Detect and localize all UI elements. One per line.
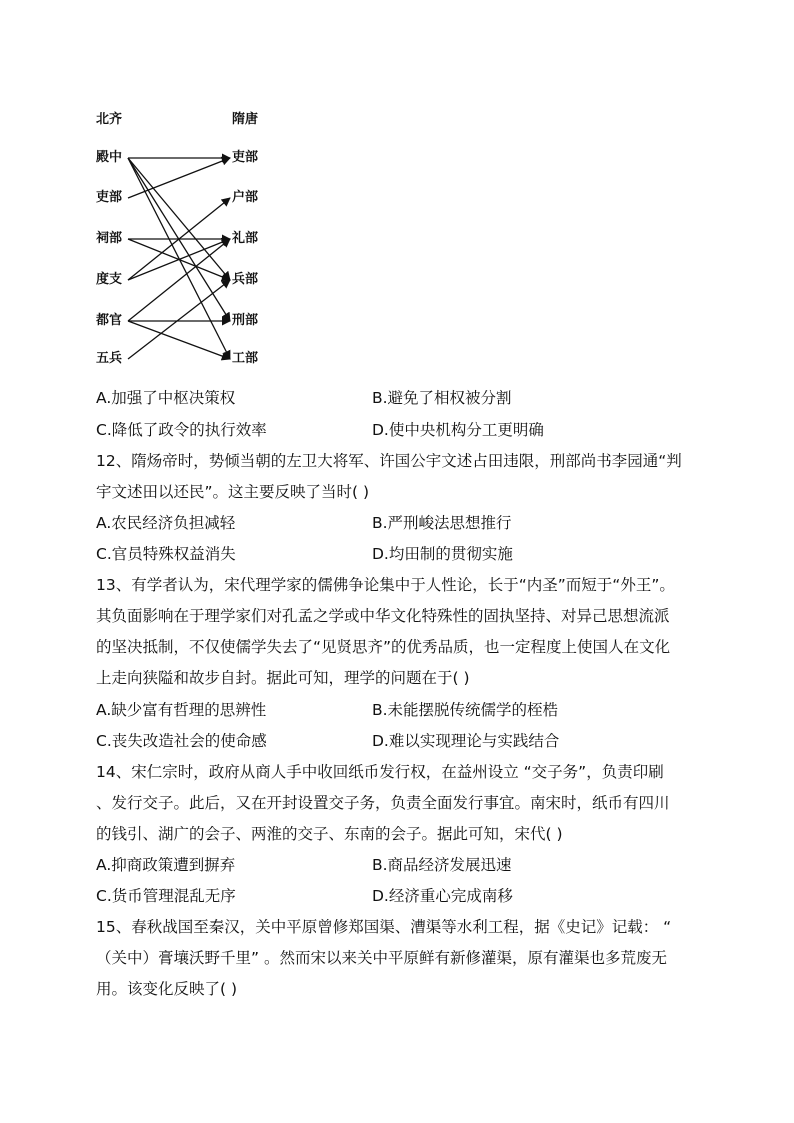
q14-option-a: A.抑商政策遭到摒弃 <box>96 856 236 874</box>
q14-option-d: D.经济重心完成南移 <box>372 887 513 905</box>
left-item: 殿中 <box>96 150 123 165</box>
q14-stem-line: 14、宋仁宗时，政府从商人手中收回纸币发行权，在益州设立 “交子务”，负责印刷 <box>96 763 664 781</box>
arrow-dianzhong-gongbu <box>128 158 230 359</box>
arrow-libu-libu <box>128 158 230 198</box>
q15-stem-line: 15、春秋战国至秦汉，关中平原曾修郑国渠、漕渠等水利工程，据《史记》记载： “ <box>96 918 672 936</box>
q12-option-c: C.官员特殊权益消失 <box>96 545 236 563</box>
left-header: 北齐 <box>96 112 123 127</box>
right-item: 兵部 <box>232 272 259 287</box>
left-item: 祠部 <box>96 231 123 246</box>
q13-option-a: A.缺少富有哲理的思辨性 <box>96 701 267 719</box>
q13-option-d: D.难以实现理论与实践结合 <box>372 732 560 750</box>
right-item: 刑部 <box>232 313 259 328</box>
q12-option-d: D.均田制的贯彻实施 <box>372 545 513 563</box>
q15-stem-line: （关中）膏壤沃野千里” 。然而宋以来关中平原鲜有新修灌渠，原有灌渠也多荒废无 <box>96 949 667 967</box>
left-item: 吏部 <box>96 190 123 205</box>
right-item: 户部 <box>232 190 259 205</box>
right-header: 隋唐 <box>232 112 259 127</box>
right-item: 吏部 <box>232 150 259 165</box>
q13-option-c: C.丧失改造社会的使命感 <box>96 732 267 750</box>
q12-option-b: B.严刑峻法思想推行 <box>372 514 512 532</box>
arrow-duguan-libu2 <box>128 239 230 321</box>
arrow-wubing-bingbu <box>128 280 230 359</box>
arrow-dianzhong-bingbu <box>128 158 230 280</box>
q14-option-c: C.货币管理混乱无序 <box>96 887 236 905</box>
q13-stem-line: 13、有学者认为，宋代理学家的儒佛争论集中于人性论，长于“内圣”而短于“外王”。 <box>96 576 675 594</box>
right-item: 礼部 <box>232 231 259 246</box>
q11-option-c: C.降低了政令的执行效率 <box>96 421 267 439</box>
q12-stem-line: 宇文述田以还民”。这主要反映了当时( ) <box>96 483 370 501</box>
left-item: 度支 <box>96 272 123 287</box>
q14-stem-line: 的钱引、湖广的会子、两淮的交子、东南的会子。据此可知，宋代( ) <box>96 825 563 843</box>
arrow-duguan-gongbu <box>128 321 230 359</box>
q11-option-d: D.使中央机构分工更明确 <box>372 421 544 439</box>
q11-option-b: B.避免了相权被分割 <box>372 389 512 407</box>
q13-stem-line: 其负面影响在于理学家们对孔孟之学或中华文化特殊性的固执坚持、对异己思想流派 <box>96 607 670 625</box>
q13-stem-line: 上走向狭隘和故步自封。据此可知，理学的问题在于( ) <box>96 669 470 687</box>
q14-option-b: B.商品经济发展迅速 <box>372 856 512 874</box>
q12-option-a: A.农民经济负担减轻 <box>96 514 236 532</box>
q11-option-a: A.加强了中枢决策权 <box>96 389 236 407</box>
q13-option-b: B.未能摆脱传统儒学的桎梏 <box>372 701 559 719</box>
institution-mapping-diagram <box>90 106 280 376</box>
q12-stem-line: 12、隋炀帝时，势倾当朝的左卫大将军、许国公宇文述占田违限，刑部尚书李园通“判 <box>96 452 682 470</box>
q14-stem-line: 、发行交子。此后，又在开封设置交子务，负责全面发行事宜。南宋时，纸币有四川 <box>96 794 670 812</box>
left-item: 五兵 <box>96 351 123 366</box>
left-item: 都官 <box>96 313 123 328</box>
q13-stem-line: 的坚决抵制，不仅使儒学失去了“见贤思齐”的优秀品质，也一定程度上使国人在文化 <box>96 638 671 656</box>
right-item: 工部 <box>232 351 259 366</box>
q15-stem-line: 用。该变化反映了( ) <box>96 980 238 998</box>
